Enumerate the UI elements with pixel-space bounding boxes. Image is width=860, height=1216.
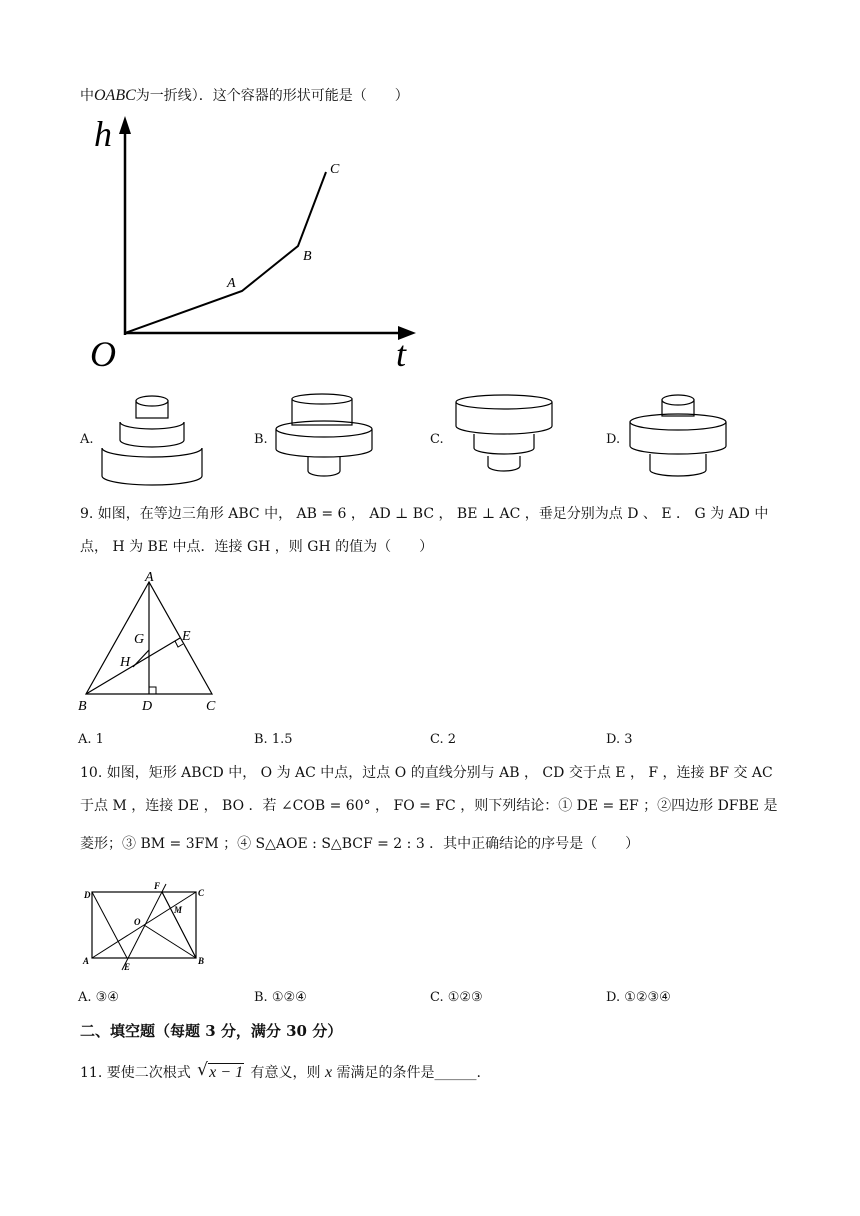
q8-intro-post: 为一折线）．这个容器的形状可能是（ ） — [135, 88, 409, 104]
q8-option-b-container[interactable] — [274, 393, 384, 493]
label-b: B — [303, 249, 312, 264]
q8-intro-math: OABC — [94, 87, 136, 104]
q9-triangle-figure — [76, 570, 226, 715]
q8-option-c-container[interactable] — [452, 394, 562, 494]
q8-option-b-label[interactable]: B. — [254, 432, 268, 447]
q10-option-c[interactable]: C. ①②③ — [430, 990, 483, 1005]
section-2-heading: 二、填空题（每题 3 分，满分 30 分） — [80, 1022, 343, 1040]
q10-option-d[interactable]: D. ①②③④ — [606, 990, 671, 1005]
q11-line — [80, 1060, 481, 1083]
q11-post2: 需满足的条件是______. — [336, 1065, 481, 1081]
q10-label-m: M — [174, 905, 183, 915]
q9-option-a[interactable]: A. 1 — [78, 732, 104, 747]
label-c: C — [330, 162, 340, 177]
q9-line-1: 9. 如图，在等边三角形 ABC 中， AB = 6 ， AD ⊥ BC ， BE ⊥ AC ，垂足分别为点 D 、 E ． G 为 AD 中 — [80, 506, 769, 522]
q10-rectangle-figure — [80, 878, 210, 978]
radical-sign-icon: √ — [197, 1060, 209, 1080]
label-o: O — [90, 334, 116, 374]
q10-label-d: D — [84, 890, 91, 900]
y-axis-arrow — [119, 116, 131, 134]
q8-intro-pre: 中 — [80, 88, 94, 104]
label-a: A — [227, 276, 236, 291]
q11-radicand: x − 1 — [209, 1064, 244, 1081]
q10-option-a[interactable]: A. ③④ — [78, 990, 119, 1005]
q8-option-d-label[interactable]: D. — [606, 432, 621, 447]
q10-label-b: B — [198, 956, 205, 966]
q11-radical — [197, 1060, 244, 1083]
q10-label-o: O — [134, 917, 141, 927]
q9-label-e: E — [182, 629, 191, 644]
q11-pre: 11. 要使二次根式 — [80, 1065, 191, 1081]
q9-option-d[interactable]: D. 3 — [606, 732, 633, 747]
q10-label-e: E — [124, 962, 131, 972]
q10-line-2: 于点 M ，连接 DE ， BO ．若 ∠COB = 60° ， FO = FC ，则下列结论：① DE = EF ；②四边形 DFBE 是 — [80, 798, 778, 814]
q8-option-a-container[interactable] — [100, 390, 210, 490]
q9-option-b[interactable]: B. 1.5 — [254, 732, 293, 747]
q10-line-1: 10. 如图，矩形 ABCD 中， O 为 AC 中点，过点 O 的直线分别与 AB ， CD 交于点 E ， F ，连接 BF 交 AC — [80, 765, 773, 781]
q9-label-a: A — [145, 570, 154, 585]
q9-label-b: B — [78, 699, 87, 714]
q8-height-time-graph — [80, 110, 440, 380]
q10-line-3: 菱形；③ BM = 3FM ；④ S△AOE : S△BCF = 2 : 3 ．其中正确结论的序号是（ ） — [80, 836, 640, 852]
label-t: t — [396, 334, 407, 374]
q10-option-b[interactable]: B. ①②④ — [254, 990, 307, 1005]
q8-option-a-label[interactable]: A. — [80, 432, 94, 447]
q8-intro — [80, 86, 409, 106]
graph-polyline-oabc — [125, 172, 326, 333]
q9-label-d: D — [142, 699, 153, 714]
q9-label-g: G — [134, 632, 145, 647]
q10-label-f: F — [154, 881, 161, 891]
q10-label-c: C — [198, 888, 205, 898]
q8-option-c-label[interactable]: C. — [430, 432, 444, 447]
q8-option-d-container[interactable] — [626, 394, 736, 494]
q9-line-2: 点， H 为 BE 中点．连接 GH ，则 GH 的值为（ ） — [80, 539, 434, 555]
q9-label-c: C — [206, 699, 216, 714]
q9-option-c[interactable]: C. 2 — [430, 732, 457, 747]
q10-label-a: A — [83, 956, 90, 966]
q11-var: x — [324, 1064, 333, 1081]
q9-label-h: H — [120, 655, 131, 670]
q11-post: 有意义，则 — [250, 1065, 321, 1081]
label-h: h — [94, 114, 112, 154]
